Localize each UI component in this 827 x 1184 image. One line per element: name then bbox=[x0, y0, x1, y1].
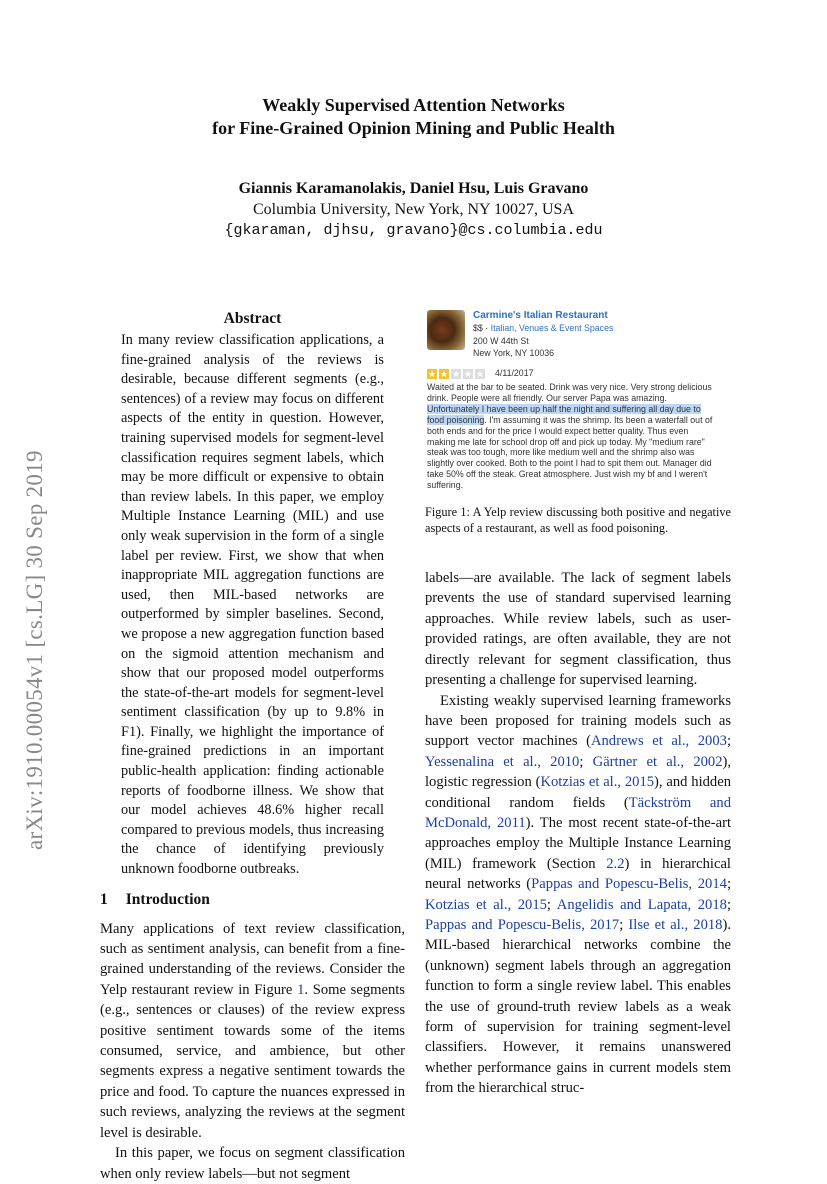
star-icon: ★ bbox=[451, 369, 461, 379]
text-segment: Many applications of text review classification, such as sentiment analysis, can benefit from a fine-grained understanding of the reviews. Consider the Yelp restaurant review in Figure bbox=[100, 920, 405, 998]
section-title: Introduction bbox=[125, 890, 210, 908]
citation-link[interactable]: Kotzias et al., 2015 bbox=[425, 896, 547, 913]
categories: Italian, Venues & Event Spaces bbox=[490, 323, 614, 333]
review-header bbox=[427, 310, 719, 382]
text-segment: ; bbox=[579, 753, 593, 770]
paragraph bbox=[425, 691, 731, 1099]
review-date: 4/11/2017 bbox=[495, 368, 534, 378]
citation-link[interactable]: Gärtner et al., 2002 bbox=[592, 753, 723, 770]
text-segment: ) in hierarchical neural networks ( bbox=[425, 855, 731, 893]
intro-heading bbox=[100, 890, 405, 910]
paragraph bbox=[100, 1143, 405, 1184]
citation-link[interactable]: Pappas and Popescu-Belis, 2017 bbox=[425, 916, 620, 933]
text-segment: ). The most recent state-of-the-art approaches employ the Multiple Instance Learning (MIL) framework (Section bbox=[425, 814, 731, 872]
citation-link[interactable]: Kotzias et al., 2015 bbox=[540, 774, 655, 791]
restaurant-name: Carmine's Italian Restaurant bbox=[473, 310, 608, 321]
text-segment: ; bbox=[726, 733, 731, 750]
text-segment: . Some segments (e.g., sentences or clauses) of the review express positive sentiment towards some of the items consumed, service, and ambience, but other segments express a negative sentiment towards the price and food. To capture the nuances expressed in such reviews, analyzing the reviews at the segment level is desirable. bbox=[100, 981, 405, 1141]
right-column bbox=[425, 310, 731, 1099]
text-segment: ; bbox=[546, 896, 557, 913]
text-segment: labels—are available. The lack of segment labels prevents the use of standard supervised learning approaches. While review labels, such as user-provided ratings, are often available, they are not directly relevant for segment classification, thus presenting a challenge for supervised learning. bbox=[425, 570, 731, 689]
left-column-body bbox=[100, 919, 405, 1184]
star-icon: ★ bbox=[475, 369, 485, 379]
right-column-body bbox=[425, 568, 731, 1099]
star-rating bbox=[427, 369, 485, 379]
address-line-1: 200 W 44th St bbox=[473, 336, 529, 346]
citation-link[interactable]: Andrews et al., 2003 bbox=[590, 733, 727, 750]
food-photo bbox=[427, 310, 465, 350]
text-segment: ; bbox=[619, 916, 629, 933]
arxiv-stamp: arXiv:1910.00054v1 [cs.LG] 30 Sep 2019 bbox=[22, 450, 47, 850]
star-icon: ★ bbox=[427, 369, 437, 379]
citation-link[interactable]: 2.2 bbox=[606, 855, 625, 872]
author-emails: {gkaraman, djhsu, gravano}@cs.columbia.edu bbox=[224, 222, 603, 239]
citation-link[interactable]: Angelidis and Lapata, 2018 bbox=[556, 896, 727, 913]
title-line-1: Weakly Supervised Attention Networks bbox=[262, 95, 565, 115]
author-names: Giannis Karamanolakis, Daniel Hsu, Luis Gravano bbox=[238, 180, 589, 197]
review-text bbox=[427, 382, 717, 491]
citation-link[interactable]: Ilse et al., 2018 bbox=[628, 916, 723, 933]
restaurant-meta bbox=[473, 323, 613, 334]
title-line-2: for Fine-Grained Opinion Mining and Public Health bbox=[212, 118, 615, 138]
left-column bbox=[100, 309, 405, 1184]
paragraph bbox=[425, 568, 731, 690]
affiliation: Columbia University, New York, NY 10027, USA bbox=[252, 201, 575, 218]
abstract-heading: Abstract bbox=[223, 310, 282, 327]
citation-link[interactable]: Yessenalina et al., 2010 bbox=[425, 753, 580, 770]
text-segment: Existing weakly supervised learning frameworks have been proposed for training models such as support vector machines ( bbox=[425, 692, 731, 750]
text-segment: ; bbox=[726, 896, 731, 913]
star-icon: ★ bbox=[439, 369, 449, 379]
highlighted-segment: Unfortunately I have been up half the night and suffering all day due to food poisoning bbox=[427, 403, 701, 425]
citation-link[interactable]: Pappas and Popescu-Belis, 2014 bbox=[531, 876, 727, 893]
price-level: $$ bbox=[473, 323, 483, 333]
separator: · bbox=[482, 323, 491, 333]
text-segment: ), logistic regression ( bbox=[425, 753, 732, 791]
text-segment: ), and hidden conditional random fields ( bbox=[425, 774, 731, 811]
figure-1-yelp-review bbox=[427, 310, 719, 491]
text-segment: ). MIL-based hierarchical networks combine the (unknown) segment labels through an aggregation function to form a single review label. This enables the use of ground-truth review labels as a weak form of supervision for training segment-level classifiers. However, it remains unanswered whether performance gains in current models stem from the hierarchical struc- bbox=[425, 916, 731, 1097]
paragraph bbox=[100, 919, 405, 1143]
text-segment: In this paper, we focus on segment classification when only review labels—but not segment bbox=[100, 1145, 405, 1182]
paper-title bbox=[0, 94, 827, 140]
address-line-2: New York, NY 10036 bbox=[473, 348, 555, 358]
review-part: . I'm assuming it was the shrimp. Its been a waterfall out of both ends and for the price I would expect better quality. Thus even making me late for school drop off and pick up today. My "medium rare" steak was too tough, more like medium well and the shrimp also was slightly over cooked. Both to the point I had to spit them out. Manager did take 50% off the steak. Great atmosphere. Just wish my bf and I weren't suffering. bbox=[427, 414, 713, 491]
figure-caption: Figure 1: A Yelp review discussing both positive and negative aspects of a restaurant, as well as food poisoning. bbox=[425, 505, 731, 535]
citation-link[interactable]: Täckström and McDonald, 2011 bbox=[425, 794, 731, 831]
section-number: 1 bbox=[100, 890, 108, 908]
author-block bbox=[0, 178, 827, 241]
abstract-text: In many review classification applications, a fine-grained analysis of the reviews is desirable, because different segments (e.g., sentences) of a review may focus on different aspects of the entity in question. However, training supervised models for segment-level classification requires segment labels, which may be more difficult or expensive to obtain than review labels. In this paper, we employ Multiple Instance Learning (MIL) and use only weak supervision in the form of a single label per review. First, we show that when inappropriate MIL aggregation functions are used, then MIL-based networks are outperformed by simpler baselines. Second, we propose a new aggregation function based on the sigmoid attention mechanism and show that our proposed model outperforms the state-of-the-art models for segment-level sentiment classification (by up to 9.8% in F1). Finally, we highlight the importance of fine-grained predictions in an important public-health application: finding actionable reports of foodborne illness. We show that our model achieves 48.6% higher recall compared to previous models, thus increasing the chance of identifying previously unknown foodborne outbreaks. bbox=[121, 332, 384, 878]
star-icon: ★ bbox=[463, 369, 473, 379]
text-segment: ; bbox=[726, 876, 731, 893]
citation-link[interactable]: 1 bbox=[297, 981, 305, 998]
review-part: Waited at the bar to be seated. Drink was very nice. Very strong delicious drink. People were all friendly. Our server Papa was amazing. bbox=[427, 382, 712, 403]
